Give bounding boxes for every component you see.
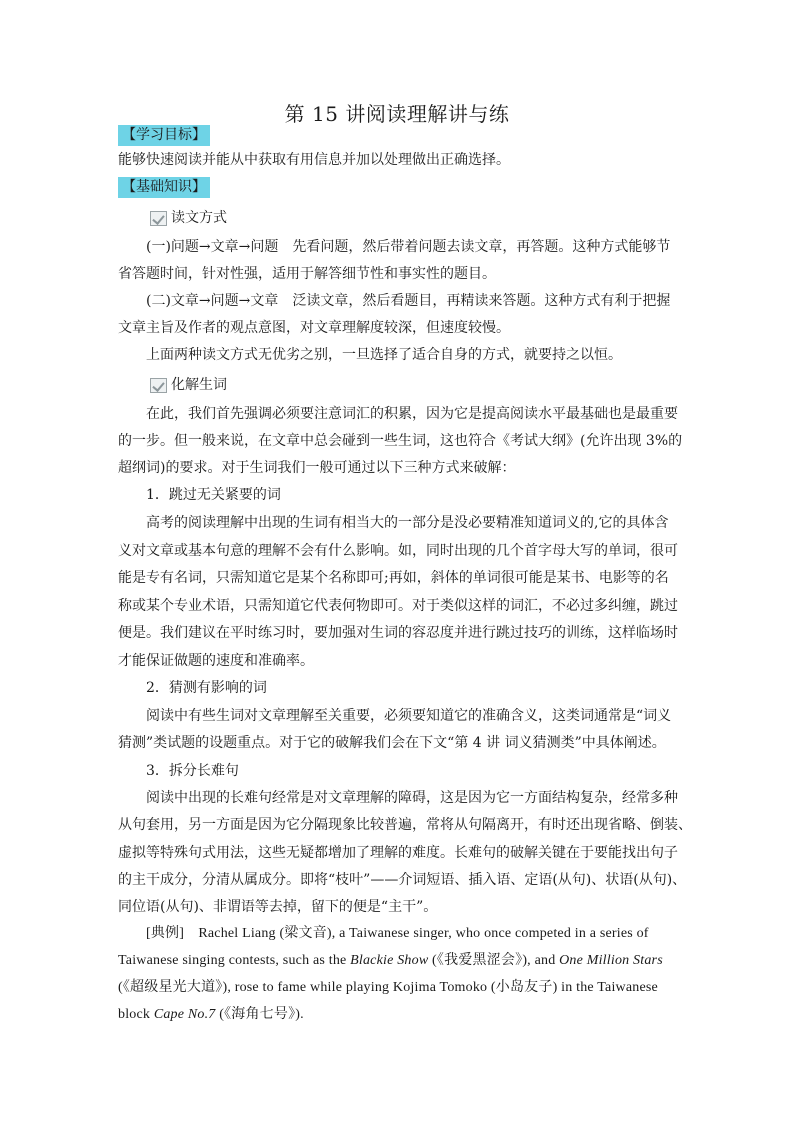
paragraph-line: 在此，我们首先强调必须要注意词汇的积累，因为它是提高阅读水平最基础也是最重要 bbox=[146, 406, 678, 422]
reading-method-title: 读文方式 bbox=[171, 210, 227, 226]
example-line: [典例] Rachel Liang (梁文音), a Taiwanese singer, who once competed in a series of bbox=[146, 926, 649, 941]
paragraph-line: 的主干成分，分清从属成分。即将“枝叶”——介词短语、插入语、定语(从句)、状语(从句)、 bbox=[118, 872, 687, 888]
paragraph-line: 同位语(从句)、非谓语等去掉，留下的便是“主干”。 bbox=[118, 899, 438, 915]
paragraph-line: 超纲词)的要求。对于生词我们一般可通过以下三种方式来破解： bbox=[118, 460, 516, 476]
paragraph-line: 阅读中出现的长难句经常是对文章理解的障碍，这是因为它一方面结构复杂，经常多种 bbox=[146, 790, 678, 806]
checkbox-icon bbox=[150, 211, 167, 226]
show-title: One Million Stars bbox=[559, 953, 663, 968]
paragraph-line: 虚拟等特殊句式用法，这些无疑都增加了理解的难度。长难句的破解关键在于要能找出句子 bbox=[118, 845, 678, 861]
paragraph-line: 省答题时间，针对性强，适用于解答细节性和事实性的题目。 bbox=[118, 266, 496, 282]
show-title: Blackie Show bbox=[350, 953, 429, 968]
learning-goals-text: 能够快速阅读并能从中获取有用信息并加以处理做出正确选择。 bbox=[118, 152, 510, 168]
reading-method-heading bbox=[150, 208, 710, 228]
paragraph-line: 便是。我们建议在平时练习时，要加强对生词的容忍度并进行跳过技巧的训练，这样临场时 bbox=[118, 625, 678, 641]
film-title: Cape No.7 bbox=[153, 1007, 216, 1022]
paragraph-line: 才能保证做题的速度和准确率。 bbox=[118, 653, 314, 669]
paragraph-line: (二)文章→问题→文章 泛读文章，然后看题目，再精读来答题。这种方式有利于把握 bbox=[146, 293, 671, 309]
paragraph-line: (一)问题→文章→问题 先看问题，然后带着问题去读文章，再答题。这种方式能够节 bbox=[146, 239, 671, 255]
example-text: (《海角七号》). bbox=[215, 1007, 304, 1022]
example-line: (《超级星光大道》), rose to fame while playing Kojima Tomoko (小岛友子) in the Taiwanese bbox=[118, 980, 658, 995]
paragraph-line: 文章主旨及作者的观点意图，对文章理解度较深，但速度较慢。 bbox=[118, 320, 510, 336]
item-title: 2．猜测有影响的词 bbox=[146, 680, 267, 696]
example-line bbox=[118, 1005, 678, 1025]
paragraph-line: 义对文章或基本句意的理解不会有什么影响。如，同时出现的几个首字母大写的单词，很可 bbox=[118, 543, 678, 559]
checkbox-icon bbox=[150, 378, 167, 393]
vocab-title: 化解生词 bbox=[171, 377, 227, 393]
item-title: 3．拆分长难句 bbox=[146, 763, 239, 779]
paragraph-line: 阅读中有些生词对文章理解至关重要，必须要知道它的准确含义，这类词通常是“词义 bbox=[146, 708, 672, 724]
paragraph-line: 能是专有名词，只需知道它是某个名称即可;再如，斜体的单词很可能是某书、电影等的名 bbox=[118, 570, 669, 586]
vocab-heading bbox=[150, 375, 710, 395]
paragraph-line: 高考的阅读理解中出现的生词有相当大的一部分是没必要精准知道词义的,它的具体含 bbox=[146, 515, 669, 531]
learning-goals-tag: 【学习目标】 bbox=[118, 125, 210, 146]
paragraph-line: 的一步。但一般来说，在文章中总会碰到一些生词，这也符合《考试大纲》(允许出现 3%的 bbox=[118, 433, 683, 449]
paragraph-line: 称或某个专业术语，只需知道它代表何物即可。对于类似这样的词汇，不必过多纠缠，跳过 bbox=[118, 598, 678, 614]
item-title: 1．跳过无关紧要的词 bbox=[146, 487, 281, 503]
paragraph-line: 猜测”类试题的设题重点。对于它的破解我们会在下文“第 4 讲 词义猜测类”中具体阐述。 bbox=[118, 735, 666, 751]
paragraph-line: 上面两种读文方式无优劣之别，一旦选择了适合自身的方式，就要持之以恒。 bbox=[146, 347, 622, 363]
example-line bbox=[118, 951, 678, 971]
example-text: (《我爱黑涩会》), and bbox=[428, 953, 560, 968]
page-title: 第 15 讲阅读理解讲与练 bbox=[284, 102, 510, 126]
paragraph-line: 从句套用，另一方面是因为它分隔现象比较普遍，常将从句隔离开，有时还出现省略、倒装、 bbox=[118, 817, 692, 833]
example-text: Taiwanese singing contests, such as the bbox=[118, 953, 351, 968]
example-text: block bbox=[118, 1007, 154, 1022]
basic-knowledge-tag: 【基础知识】 bbox=[118, 177, 210, 198]
